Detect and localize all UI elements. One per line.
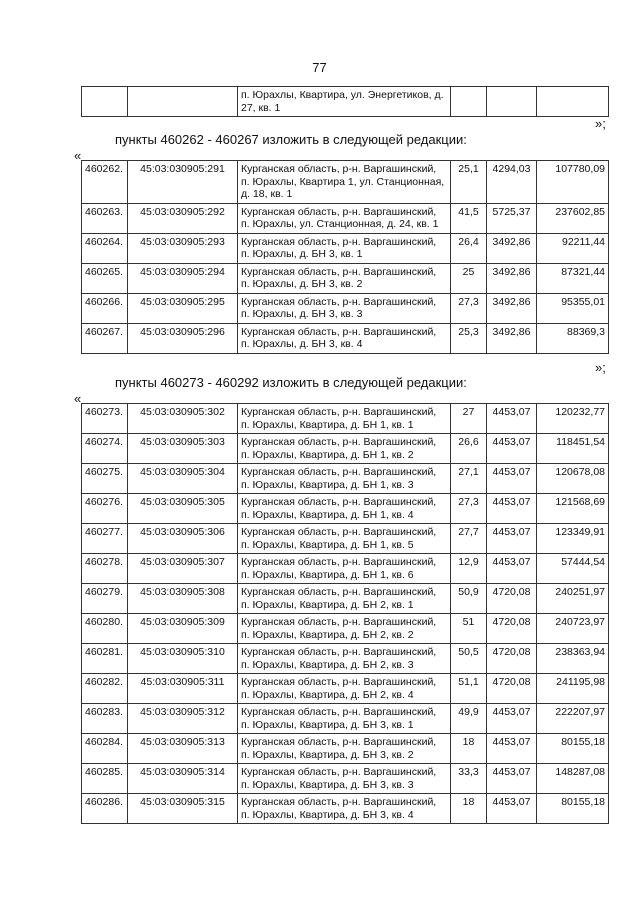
- area-cell: 27,3: [451, 293, 487, 323]
- unit-price-cell: 4453,07: [487, 404, 537, 434]
- closing-quote: »;: [595, 360, 606, 375]
- cadastral-number-cell: 45:03:030905:306: [128, 524, 238, 554]
- table-row: [82, 161, 609, 204]
- row-number-cell: 460281.: [82, 644, 128, 674]
- address-cell: Курганская область, р-н. Варгашинский, п. Юрахлы, Квартира, д. БН 1, кв. 6: [238, 554, 451, 584]
- table-row: [82, 323, 609, 353]
- unit-price-cell: 4294,03: [487, 161, 537, 204]
- address-cell: Курганская область, р-н. Варгашинский, п. Юрахлы, Квартира, д. БН 3, кв. 4: [238, 794, 451, 824]
- cadastral-number-cell: 45:03:030905:312: [128, 704, 238, 734]
- area-cell: 26,4: [451, 233, 487, 263]
- unit-price-cell: 4720,08: [487, 584, 537, 614]
- table-row: [82, 87, 609, 117]
- opening-quote: «: [74, 391, 82, 406]
- row-number-cell: 460262.: [82, 161, 128, 204]
- area-cell: 50,5: [451, 644, 487, 674]
- row-number-cell: 460265.: [82, 263, 128, 293]
- row-number-cell: 460286.: [82, 794, 128, 824]
- area-cell: [451, 87, 487, 117]
- cadastral-number-cell: 45:03:030905:295: [128, 293, 238, 323]
- unit-price-cell: 3492,86: [487, 323, 537, 353]
- area-cell: 27,3: [451, 494, 487, 524]
- cadastral-number-cell: 45:03:030905:308: [128, 584, 238, 614]
- unit-price-cell: 4720,08: [487, 644, 537, 674]
- table-row: [82, 524, 609, 554]
- cadastral-cost-cell: 107780,09: [537, 161, 609, 204]
- row-number-cell: 460285.: [82, 764, 128, 794]
- table-row: [82, 794, 609, 824]
- area-cell: 25,3: [451, 323, 487, 353]
- address-cell: Курганская область, р-н. Варгашинский, п. Юрахлы, Квартира, д. БН 2, кв. 3: [238, 644, 451, 674]
- address-cell: Курганская область, р-н. Варгашинский, п. Юрахлы, Квартира, д. БН 2, кв. 2: [238, 614, 451, 644]
- cadastral-cost-cell: 92211,44: [537, 233, 609, 263]
- table-row: [82, 494, 609, 524]
- cadastral-cost-cell: 80155,18: [537, 734, 609, 764]
- table-row: [82, 293, 609, 323]
- address-cell: Курганская область, р-н. Варгашинский, п. Юрахлы, Квартира 1, ул. Станционная, д. 18, кв. 1: [238, 161, 451, 204]
- area-cell: 50,9: [451, 584, 487, 614]
- instruction-text: пункты 460262 - 460267 изложить в следующей редакции:: [115, 132, 467, 147]
- instruction-text: пункты 460273 - 460292 изложить в следующей редакции:: [115, 375, 467, 390]
- row-number-cell: 460274.: [82, 434, 128, 464]
- area-cell: 18: [451, 734, 487, 764]
- cadastral-number-cell: 45:03:030905:305: [128, 494, 238, 524]
- unit-price-cell: 3492,86: [487, 233, 537, 263]
- area-cell: 51,1: [451, 674, 487, 704]
- opening-quote: «: [74, 148, 82, 163]
- unit-price-cell: 4453,07: [487, 494, 537, 524]
- row-number-cell: 460275.: [82, 464, 128, 494]
- table-row: [82, 644, 609, 674]
- address-cell: Курганская область, р-н. Варгашинский, п. Юрахлы, Квартира, д. БН 3, кв. 3: [238, 764, 451, 794]
- row-number-cell: [82, 87, 128, 117]
- unit-price-cell: 3492,86: [487, 293, 537, 323]
- unit-price-cell: [487, 87, 537, 117]
- area-cell: 27,7: [451, 524, 487, 554]
- table-row: [82, 614, 609, 644]
- cadastral-cost-cell: 148287,08: [537, 764, 609, 794]
- table-row: [82, 764, 609, 794]
- area-cell: 12,9: [451, 554, 487, 584]
- area-cell: 25,1: [451, 161, 487, 204]
- cadastral-cost-cell: 240723,97: [537, 614, 609, 644]
- cadastral-number-cell: 45:03:030905:314: [128, 764, 238, 794]
- cadastral-cost-cell: 57444,54: [537, 554, 609, 584]
- cadastral-number-cell: 45:03:030905:291: [128, 161, 238, 204]
- unit-price-cell: 4453,07: [487, 464, 537, 494]
- area-cell: 49,9: [451, 704, 487, 734]
- unit-price-cell: 4453,07: [487, 704, 537, 734]
- closing-quote: »;: [595, 116, 606, 131]
- address-cell: Курганская область, р-н. Варгашинский, п. Юрахлы, Квартира, д. БН 1, кв. 1: [238, 404, 451, 434]
- table-row: [82, 734, 609, 764]
- row-number-cell: 460279.: [82, 584, 128, 614]
- cadastral-cost-cell: 120232,77: [537, 404, 609, 434]
- cadastral-cost-cell: 121568,69: [537, 494, 609, 524]
- row-number-cell: 460266.: [82, 293, 128, 323]
- cadastral-number-cell: 45:03:030905:315: [128, 794, 238, 824]
- table-section-1: [81, 160, 609, 354]
- cadastral-number-cell: 45:03:030905:304: [128, 464, 238, 494]
- address-cell: Курганская область, р-н. Варгашинский, п. Юрахлы, Квартира, д. БН 1, кв. 4: [238, 494, 451, 524]
- row-number-cell: 460284.: [82, 734, 128, 764]
- cadastral-number-cell: 45:03:030905:310: [128, 644, 238, 674]
- cadastral-number-cell: 45:03:030905:294: [128, 263, 238, 293]
- area-cell: 27: [451, 404, 487, 434]
- cadastral-number-cell: 45:03:030905:313: [128, 734, 238, 764]
- cadastral-number-cell: 45:03:030905:302: [128, 404, 238, 434]
- row-number-cell: 460283.: [82, 704, 128, 734]
- row-number-cell: 460280.: [82, 614, 128, 644]
- row-number-cell: 460282.: [82, 674, 128, 704]
- table-row: [82, 674, 609, 704]
- unit-price-cell: 4453,07: [487, 524, 537, 554]
- cadastral-number-cell: 45:03:030905:311: [128, 674, 238, 704]
- cadastral-cost-cell: 87321,44: [537, 263, 609, 293]
- table-row: [82, 404, 609, 434]
- cadastral-cost-cell: 238363,94: [537, 644, 609, 674]
- unit-price-cell: 4453,07: [487, 554, 537, 584]
- row-number-cell: 460263.: [82, 203, 128, 233]
- cadastral-cost-cell: [537, 87, 609, 117]
- table-row: [82, 203, 609, 233]
- table-row: [82, 554, 609, 584]
- cadastral-number-cell: 45:03:030905:303: [128, 434, 238, 464]
- cadastral-cost-cell: 240251,97: [537, 584, 609, 614]
- cadastral-number-cell: 45:03:030905:293: [128, 233, 238, 263]
- cadastral-cost-cell: 120678,08: [537, 464, 609, 494]
- cadastral-cost-cell: 95355,01: [537, 293, 609, 323]
- address-cell: Курганская область, р-н. Варгашинский, п. Юрахлы, ул. Станционная, д. 24, кв. 1: [238, 203, 451, 233]
- table-row: [82, 233, 609, 263]
- unit-price-cell: 4720,08: [487, 614, 537, 644]
- table-row: [82, 464, 609, 494]
- cadastral-number-cell: 45:03:030905:309: [128, 614, 238, 644]
- cadastral-cost-cell: 237602,85: [537, 203, 609, 233]
- address-cell: Курганская область, р-н. Варгашинский, п. Юрахлы, д. БН 3, кв. 4: [238, 323, 451, 353]
- area-cell: 25: [451, 263, 487, 293]
- address-cell: Курганская область, р-н. Варгашинский, п. Юрахлы, Квартира, д. БН 3, кв. 2: [238, 734, 451, 764]
- table-row: [82, 584, 609, 614]
- row-number-cell: 460276.: [82, 494, 128, 524]
- row-number-cell: 460264.: [82, 233, 128, 263]
- unit-price-cell: 4453,07: [487, 434, 537, 464]
- area-cell: 41,5: [451, 203, 487, 233]
- unit-price-cell: 4453,07: [487, 794, 537, 824]
- area-cell: 27,1: [451, 464, 487, 494]
- cadastral-number-cell: 45:03:030905:307: [128, 554, 238, 584]
- address-cell: Курганская область, р-н. Варгашинский, п. Юрахлы, Квартира, д. БН 1, кв. 5: [238, 524, 451, 554]
- cadastral-cost-cell: 123349,91: [537, 524, 609, 554]
- address-cell: Курганская область, р-н. Варгашинский, п. Юрахлы, Квартира, д. БН 3, кв. 1: [238, 704, 451, 734]
- cadastral-cost-cell: 88369,3: [537, 323, 609, 353]
- row-number-cell: 460278.: [82, 554, 128, 584]
- row-number-cell: 460273.: [82, 404, 128, 434]
- area-cell: 33,3: [451, 764, 487, 794]
- cadastral-cost-cell: 222207,97: [537, 704, 609, 734]
- area-cell: 18: [451, 794, 487, 824]
- cadastral-cost-cell: 80155,18: [537, 794, 609, 824]
- address-cell: Курганская область, р-н. Варгашинский, п. Юрахлы, д. БН 3, кв. 1: [238, 233, 451, 263]
- area-cell: 26,6: [451, 434, 487, 464]
- address-cell: Курганская область, р-н. Варгашинский, п. Юрахлы, Квартира, д. БН 2, кв. 1: [238, 584, 451, 614]
- address-cell: Курганская область, р-н. Варгашинский, п. Юрахлы, д. БН 3, кв. 3: [238, 293, 451, 323]
- table-section-2: [81, 403, 609, 824]
- table-row: [82, 434, 609, 464]
- unit-price-cell: 5725,37: [487, 203, 537, 233]
- cadastral-cost-cell: 118451,54: [537, 434, 609, 464]
- unit-price-cell: 4720,08: [487, 674, 537, 704]
- table-row: [82, 263, 609, 293]
- cadastral-number-cell: 45:03:030905:292: [128, 203, 238, 233]
- address-cell: Курганская область, р-н. Варгашинский, п. Юрахлы, Квартира, д. БН 1, кв. 2: [238, 434, 451, 464]
- area-cell: 51: [451, 614, 487, 644]
- unit-price-cell: 4453,07: [487, 734, 537, 764]
- address-cell: п. Юрахлы, Квартира, ул. Энергетиков, д. 27, кв. 1: [238, 87, 451, 117]
- cadastral-cost-cell: 241195,98: [537, 674, 609, 704]
- row-number-cell: 460267.: [82, 323, 128, 353]
- page-number: 77: [312, 60, 327, 75]
- cadastral-number-cell: 45:03:030905:296: [128, 323, 238, 353]
- unit-price-cell: 4453,07: [487, 764, 537, 794]
- row-number-cell: 460277.: [82, 524, 128, 554]
- address-cell: Курганская область, р-н. Варгашинский, п. Юрахлы, Квартира, д. БН 2, кв. 4: [238, 674, 451, 704]
- address-cell: Курганская область, р-н. Варгашинский, п. Юрахлы, Квартира, д. БН 1, кв. 3: [238, 464, 451, 494]
- table-row: [82, 704, 609, 734]
- address-cell: Курганская область, р-н. Варгашинский, п. Юрахлы, д. БН 3, кв. 2: [238, 263, 451, 293]
- unit-price-cell: 3492,86: [487, 263, 537, 293]
- top-table: [81, 86, 609, 117]
- cadastral-number-cell: [128, 87, 238, 117]
